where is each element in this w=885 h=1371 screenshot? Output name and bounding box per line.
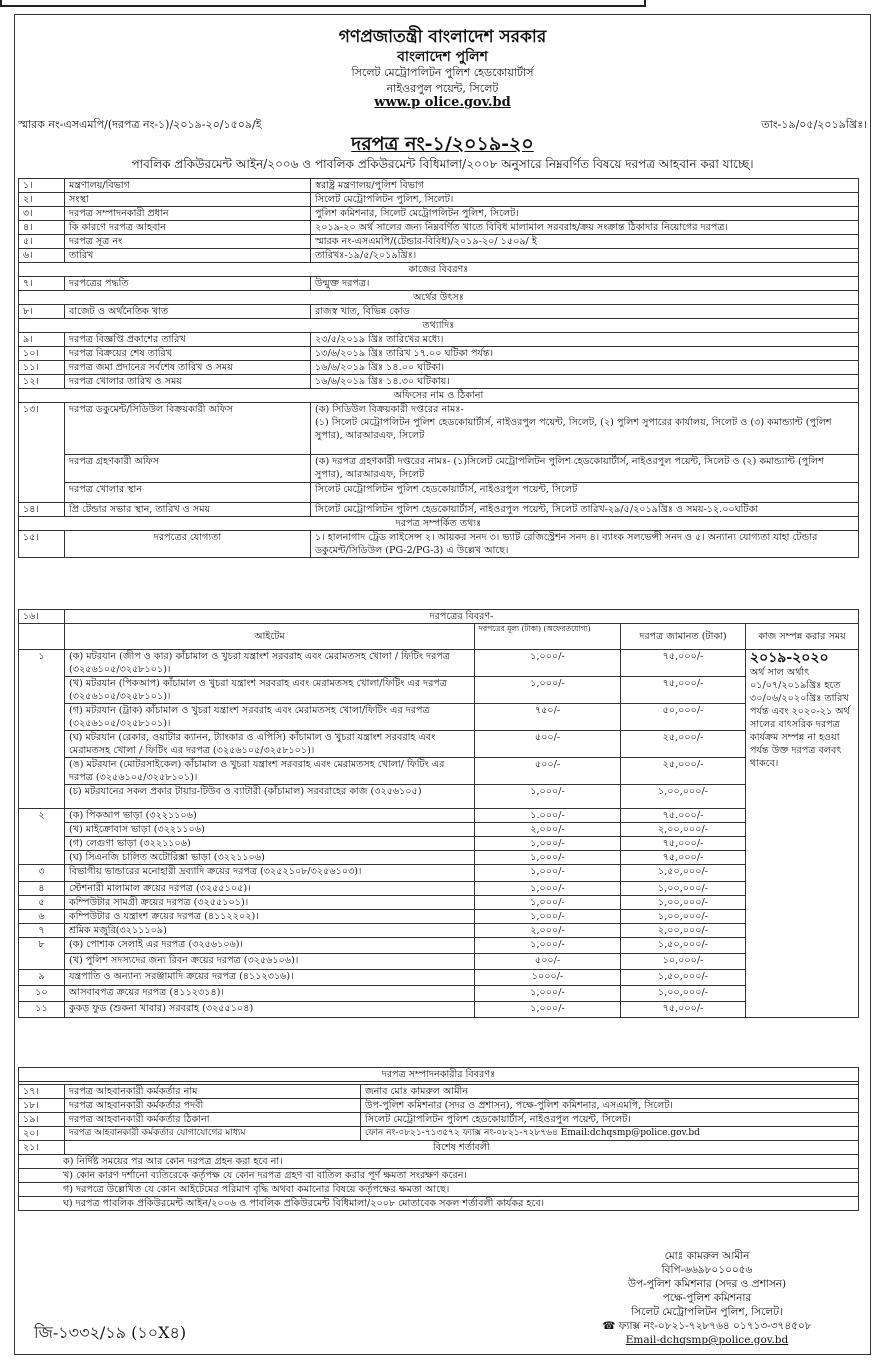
item-description: বিভাগীয় ভান্ডারের মনোহারী দ্রব্যাদি ক্রয়ের দরপত্র (৩২৫২১০৮/৩২৫৬১০৩)। (65, 865, 475, 882)
row-label: প্রি টেন্ডার সভার স্থান, তারিখ ও সময় (65, 503, 311, 517)
item-security: ৫০,০০০/- (621, 704, 746, 731)
row-number: ১০। (19, 347, 65, 361)
item-security: ২,০০,০০০/- (621, 823, 746, 837)
row-value: ১৩/৬/২০১৯ খ্রিঃ তারিখ ১৭.০০ ঘটিকা পর্যন্ত। (311, 347, 859, 361)
table-row (19, 531, 859, 558)
row-label: দরপত্র জমা প্রদানের সর্বশেষ তারিখ ও সময় (65, 361, 311, 375)
item-row (19, 924, 859, 938)
item-security: ২,০০,০০০/- (621, 924, 746, 938)
section-title: অর্থের উৎসঃ (19, 291, 859, 305)
item-price: ১,০০০/- (475, 677, 621, 704)
item-number (19, 677, 65, 704)
item-number (19, 785, 65, 809)
row-value: ১৬/৬/২০১৯ খ্রিঃ ১৪.৩০ ঘটিকায়। (311, 375, 859, 389)
table-row (19, 1141, 859, 1155)
item-number: ১১ (19, 1002, 65, 1018)
item-price: ১,০০০/- (475, 865, 621, 882)
item-price: ১.০০০/- (475, 809, 621, 823)
section-title: অফিসের নাম ও ঠিকানা (19, 389, 859, 403)
table-row (19, 1113, 859, 1127)
table-row (19, 347, 859, 361)
row-number: ১৪। (19, 503, 65, 517)
section-row (19, 291, 859, 305)
item-description: (ক) পোশাক সেলাই এর দরপত্র (৩২৫৬১০৬)। (65, 938, 475, 954)
item-price: ১,০০০/- (475, 650, 621, 677)
fax-icon: ☎ (602, 1320, 616, 1332)
section-row (19, 263, 859, 277)
item-row (19, 865, 859, 882)
item-number: ৫ (19, 896, 65, 910)
item-security: ৭৫,০০০/- (621, 1002, 746, 1018)
row-label: দরপত্র বিজ্ঞপ্তি প্রকাশের তারিখ (65, 333, 311, 347)
table-row (19, 403, 859, 455)
row-label: দরপত্র খোলার স্থান (65, 483, 311, 503)
item-price: ২,০০০/- (475, 823, 621, 837)
table-row (19, 1085, 859, 1099)
section-title: তথ্যাদিঃ (19, 319, 859, 333)
row-label: দরপত্রের যোগ্যতা (65, 531, 311, 558)
contact-text: ফ্যাক্স নং-০৮২১-৭২৮৭৬৪ ০১৭১৩-৩৭৪৫০৮ (618, 1320, 812, 1332)
item-number: ৪ (19, 882, 65, 896)
term-text: ক) নির্দিষ্ট সময়ের পর আর কোন দরপত্র গ্রহন করা হবে না। (19, 1155, 859, 1169)
item-price: ৫০০/- (475, 758, 621, 785)
item-number (19, 758, 65, 785)
row-value: স্বরাষ্ট্র মন্ত্রণালয়/পুলিশ বিভাগ (311, 179, 859, 193)
item-description: (ঘ) মটরযান (রেকার, ওয়াটার ক্যানন, ট্যাংকার ও এপিসি) কাঁচামাল ও খুচরা যন্ত্রাংশ সরবরাহ এবং মেরামতসহ খোলা / ফিটিং এর দরপত্র (৩২৫৬১০৫/৩২৫৮১০১)। (65, 731, 475, 758)
col-header-item: আইটেম (65, 624, 475, 650)
item-security: ১,৫০,০০০/- (621, 970, 746, 986)
row-label: দরপত্র ডকুমেন্ট/সিডিউল বিক্রয়কারী অফিস (65, 403, 311, 455)
item-description: (ক) পিকআপ ভাড়া (৩২২১১০৬) (65, 809, 475, 823)
item-description: (খ) পুলিশ সদস্যদের জন্য রিবন ক্রয়ের দরপত্র (৩২৫৬১০৬)। (65, 954, 475, 970)
row-value: ১। হালনাগাদ ট্রেড লাইসেন্স ২। আয়কর সনদ ৩। ভ্যাট রেজিস্ট্রেশন সনদ ৪। ব্যাংক সলভেন্সী সনদ ও ৫। অন্যান্য যোগ্যতা যাহা টেন্ডার ডকুমেন্ট/সিডিউল (PG-2/PG-3) এ উল্লেখ আছে। (311, 531, 859, 558)
term-text: ঘ) দরপত্র পাবলিক প্রকিউরমেন্ট আইন/২০০৬ ও পাবলিক প্রকিউরমেন্ট বিধিমালা/২০০৮ মোতাবেক সকল শর্তাবলী কার্যকর হবে। (19, 1197, 859, 1211)
item-row (19, 954, 859, 970)
row-label: দরপত্র আহবানকারী কর্মকর্তার নাম (65, 1085, 361, 1099)
memo-number: স্মারক নং-এসএমপি/(দরপত্র নং-১)/২০১৯-২০/১৫০৯/ই (18, 118, 262, 131)
section-row (19, 319, 859, 333)
row-label: দরপত্র আহবানকারী কর্মকর্তার ঠিকানা (65, 1113, 361, 1127)
term-row (19, 1197, 859, 1211)
section-title: দরপত্র সম্পাদনকারীর বিবরণঃ (19, 1068, 859, 1082)
item-number: ১০ (19, 986, 65, 1002)
signatory-designation: উপ-পুলিশ কমিশনার (সদর ও প্রশাসন) (627, 1278, 787, 1290)
item-description: (খ) মটরযান (পিকআপ) কাঁচামাল ও খুচরা যন্ত্রাংশ সরবরাহ এবং মেরামতসহ খোলা/ফিটিং এর দরপত্র (৩২৫৬১০৫/৩২৫৮১০১)। (65, 677, 475, 704)
item-security: ১,০০,০০০/- (621, 986, 746, 1002)
row-label: মন্ত্রণালয়/বিভাগ (65, 179, 311, 193)
item-security: ১,৫০,০০০/- (621, 938, 746, 954)
row-label: দরপত্র খোলার তারিখ ও সময় (65, 375, 311, 389)
item-row (19, 731, 859, 758)
executor-table (18, 1067, 859, 1211)
table-row (19, 277, 859, 291)
row-number: ১১। (19, 361, 65, 375)
row-number: ১২। (19, 375, 65, 389)
table-header-row (19, 624, 859, 650)
signatory-bp: বিপি-৬৬৯৮০১০০৫৬ (661, 1264, 753, 1276)
item-row (19, 938, 859, 954)
item-security: ১,০০,০০০/- (621, 910, 746, 924)
item-row (19, 823, 859, 837)
item-security: ১,০০,০০০/- (621, 882, 746, 896)
row-number: ১৯। (19, 1113, 65, 1127)
row-number: ১৬। (19, 610, 65, 624)
row-label: দরপত্র সূত্র নং (65, 235, 311, 249)
completion-time (746, 650, 859, 1018)
hq-address: নাইওরপুল পয়েন্ট, সিলেট (386, 82, 499, 95)
row-value: ২৩/৫/২০১৯ খ্রিঃ তারিখের মধ্যে। (311, 333, 859, 347)
table-row (19, 193, 859, 207)
item-security: ৭৫,০০০/- (621, 851, 746, 865)
item-security: ১,০০,০০০/- (621, 785, 746, 809)
table-row (19, 235, 859, 249)
item-description: কুকড় ফুড (শুকনা খাবার) সরবরাহ (৩২৫৫১০৪) (65, 1002, 475, 1018)
tender-info-table (18, 178, 859, 558)
row-label: দরপত্রের পদ্ধতি (65, 277, 311, 291)
item-row (19, 882, 859, 896)
row-label: দরপত্র গ্রহণকারী অফিস (65, 455, 311, 483)
row-value: সিলেট মেট্রোপলিটন পুলিশ হেডকোয়ার্টার্স, নাইওরপুল পয়েন্ট, সিলেট (311, 483, 859, 503)
row-number: ৪। (19, 221, 65, 235)
hq-title: সিলেট মেট্রোপলিটন পুলিশ হেডকোয়ার্টার্স (351, 66, 534, 79)
item-price: ২,০০০/- (475, 924, 621, 938)
item-row (19, 970, 859, 986)
row-value: উপ-পুলিশ কমিশনার (সদর ও প্রশাসন), পক্ষে-পুলিশ কমিশনার, এসএমপি, সিলেট। (361, 1099, 859, 1113)
item-security: ৭৫,০০০/- (621, 837, 746, 851)
schedule-office-heading: (ক) সিডিউল বিক্রয়কারী দপ্তরের নামঃ- (315, 404, 464, 415)
item-number: ২ (19, 809, 65, 823)
row-label: দরপত্র বিক্রয়ের শেষ তারিখ (65, 347, 311, 361)
col-header-time: কাজ সম্পন্ন করার সময় (746, 624, 859, 650)
row-number: ১৭। (19, 1085, 65, 1099)
item-price: ১,০০০/- (475, 910, 621, 924)
row-value: তারিখঃ-১৯/৫/২০১৯খ্রিঃ। (311, 249, 859, 263)
item-description: (ঘ) সিএনজি চালিত অটোরিক্সা ভাড়া (৩২২১১০৬) (65, 851, 475, 865)
item-description: (চ) মটরযানের সকল প্রকার টায়ার-টিউব ও ব্যাটারী (কাঁচামাল) সরবরাহের কাজ (৩২৫৬১০৫) (65, 785, 475, 809)
table-row (19, 610, 859, 624)
row-number: ২০। (19, 1127, 65, 1141)
row-value: সিলেট মেট্রোপলিটন পুলিশ হেডকোয়ার্টার্স, নাইওরপুল পয়েন্ট, সিলেট। (361, 1113, 859, 1127)
item-row (19, 785, 859, 809)
signature-block (577, 1249, 837, 1347)
item-number (19, 704, 65, 731)
item-row (19, 910, 859, 924)
row-number: ১৩। (19, 403, 65, 503)
item-price: ৫০০/- (475, 954, 621, 970)
term-text: গ) দরপত্রে উল্লেখিত যে কোন আইটেমের পরিমাণ বৃদ্ধি অথবা কমানোর বিষয়ে কর্তৃপক্ষের ক্ষমতা আছে। (19, 1183, 859, 1197)
table-row (19, 375, 859, 389)
row-value: সিলেট মেট্রোপলিটন পুলিশ হেডকোয়ার্টার্স, নাইওরপুল পয়েন্ট, সিলেট তারিখ-২৯/৫/২০১৯খ্রিঃ ও সময়-১২.০০ঘটিকা (311, 503, 859, 517)
section-title: দরপত্র সম্পর্কিত তথ্যঃ (19, 517, 859, 531)
intro-text: পাবলিক প্রকিউরমেন্ট আইন/২০০৬ ও পাবলিক প্রকিউরমেন্ট বিধিমালা/২০০৮ অনুসারে নিম্নবর্ণিত বিষয়ে দরপত্র আহবান করা যাচ্ছে। (131, 157, 754, 171)
item-security: ২৫,০০০/- (621, 731, 746, 758)
section-title: কাজের বিবরণঃ (19, 263, 859, 277)
item-security: ১,৫০,০০০/- (621, 865, 746, 882)
item-price: ১০০০/- (475, 970, 621, 986)
item-number: ৯ (19, 970, 65, 986)
section-row (19, 1068, 859, 1082)
item-number: ৮ (19, 938, 65, 954)
item-row (19, 896, 859, 910)
item-description: (ঙ) মটরযান (মোটরসাইকেল) কাঁচামাল ও খুচরা যন্ত্রাংশ সরবরাহ এবং মেরামতসহ খোলা/ ফিটিং এর দরপত্র (৩২৫৬১০৫/৩২৫৮১০১)। (65, 758, 475, 785)
item-number (19, 851, 65, 865)
item-number (19, 954, 65, 970)
row-number: ২। (19, 193, 65, 207)
item-row (19, 809, 859, 823)
item-description: (গ) লেগুণা ভাড়া (৩২২১১০৬) (65, 837, 475, 851)
row-number: ২১। (19, 1141, 65, 1155)
item-price: ১,০০০/- (475, 882, 621, 896)
section-row (19, 517, 859, 531)
col-header-price: দরপত্রের মূল্য (টাকা) (অফেরতযোগ্য) (475, 624, 621, 650)
item-row (19, 650, 859, 677)
row-label: দরপত্র সম্পাদনকারী প্রধান (65, 207, 311, 221)
row-value: (ক) দরপত্র গ্রহণকারী দপ্তরের নামঃ- (১)সিলেট মেট্রোপলিটন পুলিশ হেডকোয়ার্টার্স, নাইওরপুল পয়েন্ট, সিলেট ও (২) কমান্ড্যান্ট (পুলিশ সুপার), আরআরএফ, সিলেট (311, 455, 859, 483)
row-value: ২০১৯-২০ অর্থ সালের জন্য নিম্নবর্ণিত খাতে বিবিধ মালামাল সরবরাহ/ক্রয় সংক্রান্ত ঠিকাদার নিয়োগের দরপত্র। (311, 221, 859, 235)
signatory-name: মোঃ কামরুল আমীন (664, 1250, 750, 1262)
completion-note: অর্থ সাল অর্থাৎ ০১/০৭/২০১৯খ্রিঃ হতে ৩০/০৬/২০২০খ্রিঃ তারিখ পর্যন্ত এবং ২০২০-২১ অর্থ সালের বাৎসরিক দরপত্র কার্যক্রম সম্পন্ন না হওয়া পর্যন্ত উক্ত দরপত্র বলবৎ থাকবে। (750, 667, 850, 769)
table-row (19, 333, 859, 347)
row-value: ১৬/৬/২০১৯ খ্রিঃ ১৪.০০ ঘটিকা। (311, 361, 859, 375)
item-number: ৩ (19, 865, 65, 882)
item-description: (খ) মাইক্রোবাস ভাড়া (৩২২১১০৬) (65, 823, 475, 837)
police-title: বাংলাদেশ পুলিশ (397, 49, 488, 65)
row-value: ফোন নং-০৮২১-৭১৩৫৭২ ফ্যাক্স নং-০৮২১-৭২৮৭৬৪ Email:dchqsmp@police.gov.bd (361, 1127, 859, 1141)
item-price: ৫০০/- (475, 731, 621, 758)
top-border-box (0, 0, 646, 7)
row-number: ৭। (19, 277, 65, 291)
section-title: দরপত্রের বিবরণ- (65, 610, 859, 624)
item-price: ১,০০০/- (475, 986, 621, 1002)
item-price: ১,০০০/- (475, 851, 621, 865)
table-row (19, 249, 859, 263)
section-row (19, 389, 859, 403)
signatory-on-behalf: পক্ষে-পুলিশ কমিশনার (662, 1292, 752, 1304)
item-row (19, 704, 859, 731)
item-description: (গ) মটরযান (ট্রাক) কাঁচামাল ও খুচরা যন্ত্রাংশ সরবরাহ এবং মেরামতসহ খোলা/ফিটিং এর দরপত্র (৩২৫৬১০৫/৩২৫৮১০১)। (65, 704, 475, 731)
row-label: তারিখ (65, 249, 311, 263)
term-text: খ) কোন কারণ দর্শানো ব্যতিরেকে কর্তৃপক্ষ যে কোন দরপত্র গ্রহণ বা বাতিল করার পূর্ণ ক্ষমতা সংরক্ষণ করেন। (19, 1169, 859, 1183)
table-row (19, 221, 859, 235)
item-security: ৭৫.০০০/- (621, 809, 746, 823)
item-number: ৭ (19, 924, 65, 938)
term-row (19, 1155, 859, 1169)
item-security: ৭৫,০০০/- (621, 677, 746, 704)
item-price: ৭৫০/- (475, 704, 621, 731)
item-price: ১,০০০/- (475, 896, 621, 910)
print-code: জি-১৩৩২/১৯ (১০X৪) (34, 1323, 187, 1342)
table-row (19, 503, 859, 517)
item-description: যন্ত্রপাতি ও অন্যান্য সরঞ্জামাদি ক্রয়ের দরপত্র (৪১১২৩১৬)। (65, 970, 475, 986)
item-row (19, 1002, 859, 1018)
table-row (19, 207, 859, 221)
item-number (19, 837, 65, 851)
term-row (19, 1183, 859, 1197)
table-row (19, 455, 859, 483)
header-blank (19, 624, 65, 650)
schedule-office-list: (১) সিলেট মেট্রোপলিটন পুলিশ হেডকোয়ার্টার্স, নাইওরপুল পয়েন্ট, সিলেট, (২) পুলিশ সুপারের কার্যালয়, সিলেট ও (৩) কমান্ড্যান্ট (পুলিশ সুপার), আরআরএফ, সিলেট (315, 417, 832, 441)
item-description: আসবাবপত্র ক্রয়ের দরপত্র (৪১১২৩১৪)। (65, 986, 475, 1002)
item-row (19, 677, 859, 704)
item-description: স্টেশনারী মালামাল ক্রয়ের দরপত্র (৩২৫৫১০৫)। (65, 882, 475, 896)
item-row (19, 837, 859, 851)
row-value: রাজস্ব খাত, বিভিন্ন কোড (311, 305, 859, 319)
row-number: ৫। (19, 235, 65, 249)
row-label: সংস্থা (65, 193, 311, 207)
row-number: ৩। (19, 207, 65, 221)
item-description: শ্রমিক মজুরি(৩২১১১০৯) (65, 924, 475, 938)
govt-title: গণপ্রজাতন্ত্রী বাংলাদেশ সরকার (338, 27, 547, 47)
col-header-security: দরপত্র জামানত (টাকা) (621, 624, 746, 650)
item-number: ৬ (19, 910, 65, 924)
item-price: ১,০০০/- (475, 785, 621, 809)
table-row (19, 483, 859, 503)
item-security: ৭৫,০০০/- (621, 650, 746, 677)
item-description: (ক) মটরযান (জীপ ও কার) কাঁচামাল ও খুচরা যন্ত্রাংশ সরবরাহ এবং মেরামতসহ খোলা / ফিটিং দরপত্র (৩২৫৬১০৫/৩২৫৮১০১)। (65, 650, 475, 677)
completion-year: ২০১৯-২০২০ (750, 650, 829, 666)
table-row (19, 361, 859, 375)
row-value (311, 403, 859, 455)
item-security: ১০,০০০/- (621, 954, 746, 970)
row-label: বাজেট ও অর্থনৈতিক খাত (65, 305, 311, 319)
item-number (19, 731, 65, 758)
table-row (19, 1099, 859, 1113)
tender-title: দরপত্র নং-১/২০১৯-২০ (351, 133, 534, 155)
website-link[interactable]: www.p olice.gov.bd (374, 95, 511, 110)
row-number: ৯। (19, 333, 65, 347)
item-security: ২৫,০০০/- (621, 758, 746, 785)
row-value: স্মারক নং-এসএমপি/(টেন্ডার-বিবিধ)/২০১৯-২০/ ১৫০৯/ ই (311, 235, 859, 249)
section-title: বিশেষ শর্তাবলী (65, 1141, 859, 1155)
item-security: ১,০০,০০০/- (621, 896, 746, 910)
table-row (19, 179, 859, 193)
signatory-email[interactable]: Email-dchqsmp@police.gov.bd (625, 1334, 789, 1346)
item-row (19, 758, 859, 785)
row-number: ১৮। (19, 1099, 65, 1113)
memo-date: তাং-১৯/০৫/২০১৯খ্রিঃ। (761, 118, 867, 131)
row-number: ৮। (19, 305, 65, 319)
table-row (19, 1127, 859, 1141)
item-row (19, 986, 859, 1002)
item-price: ১,০০০/- (475, 938, 621, 954)
items-table (18, 609, 859, 1018)
row-value: সিলেট মেট্রোপলিটন পুলিশ, সিলেট। (311, 193, 859, 207)
row-number: ১। (19, 179, 65, 193)
row-label: কি কারণে দরপত্র আহবান (65, 221, 311, 235)
table-row (19, 305, 859, 319)
item-row (19, 851, 859, 865)
signatory-org: সিলেট মেট্রোপলিটন পুলিশ, সিলেট। (631, 1306, 783, 1318)
row-label: দরপত্র আহবানকারী কর্মকর্তার যোগাযোগের মাধ্যম (65, 1127, 361, 1141)
item-description: কম্পিউটার সামগ্রী ক্রয়ের দরপত্র (৩২৫৫১০১)। (65, 896, 475, 910)
row-label: দরপত্র আহবানকারী কর্মকর্তার পদবী (65, 1099, 361, 1113)
signatory-contact (577, 1319, 837, 1333)
item-number (19, 823, 65, 837)
row-number: ৬। (19, 249, 65, 263)
row-value: পুলিশ কমিশনার, সিলেট মেট্রোপলিটন পুলিশ, সিলেট। (311, 207, 859, 221)
term-row (19, 1169, 859, 1183)
item-number: ১ (19, 650, 65, 677)
item-price: ১,০০০/- (475, 837, 621, 851)
row-number: ১৫। (19, 531, 65, 558)
row-value: জনাব মোঃ কামরুল আমীন (361, 1085, 859, 1099)
item-description: কম্পিউটার ও যন্ত্রাংশ ক্রয়ের দরপত্র (৪১১২২০২)। (65, 910, 475, 924)
row-value: উন্মুক্ত দরপত্র। (311, 277, 859, 291)
item-price: ১,০০০/- (475, 1002, 621, 1018)
